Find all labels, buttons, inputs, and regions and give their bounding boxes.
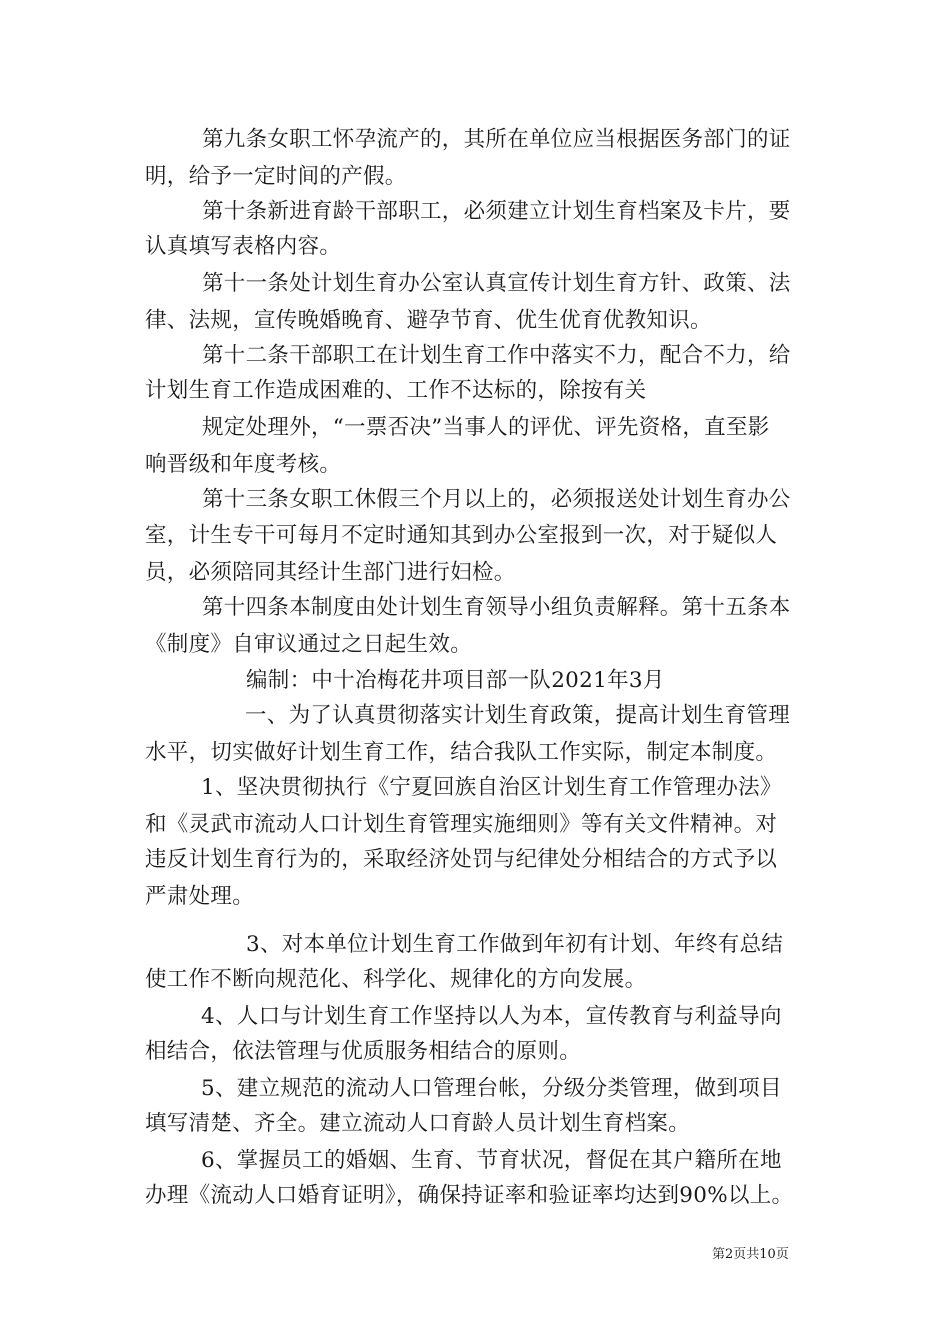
text-line: 第十一条处计划生育办公室认真宣传计划生育方针、政策、法 — [202, 271, 791, 296]
text-line: 《制度》自审议通过之日起生效。 — [145, 632, 473, 657]
text-line: 严肃处理。 — [145, 884, 255, 909]
text-line: 和《灵武市流动人口计划生育管理实施细则》等有关文件精神。对 — [145, 812, 778, 837]
text-line: 一、为了认真贯彻落实计划生育政策，提高计划生育管理 — [245, 703, 791, 728]
text-line: 填写清楚、齐全。建立流动人口育龄人员计划生育档案。 — [145, 1111, 691, 1136]
text-line: 第十二条干部职工在计划生育工作中落实不力，配合不力，给 — [202, 343, 791, 368]
text-line: 1、坚决贯彻执行《宁夏回族自治区计划生育工作管理办法》 — [201, 775, 782, 800]
text-line: 3、对本单位计划生育工作做到年初有计划、年终有总结 — [246, 932, 784, 957]
text-line: 办理《流动人口婚育证明》，确保持证率和验证率均达到90%以上。 — [145, 1183, 794, 1208]
text-line: 4、人口与计划生育工作坚持以人为本，宣传教育与利益导向 — [201, 1004, 782, 1029]
text-line: 第十四条本制度由处计划生育领导小组负责解释。第十五条本 — [202, 595, 791, 620]
text-line: 规定处理外，“一票否决”当事人的评优、评先资格，直至影 — [202, 415, 770, 440]
text-line: 律、法规，宣传晚婚晚育、避孕节育、优生优育优教知识。 — [145, 308, 712, 333]
text-line: 计划生育工作造成困难的、工作不达标的，除按有关 — [145, 378, 647, 403]
page-number: 第2页共10页 — [712, 1247, 789, 1262]
text-line: 违反计划生育行为的，采取经济处罚与纪律处分相结合的方式予以 — [145, 847, 778, 872]
text-line: 第十条新进育龄干部职工，必须建立计划生育档案及卡片，要 — [202, 199, 791, 224]
text-line: 认真填写表格内容。 — [145, 234, 342, 259]
text-line: 水平，切实做好计划生育工作，结合我队工作实际，制定本制度。 — [145, 740, 778, 765]
text-line: 相结合，依法管理与优质服务相结合的原则。 — [145, 1039, 582, 1064]
text-line: 响晋级和年度考核。 — [145, 452, 342, 477]
text-line: 明，给予一定时间的产假。 — [145, 164, 407, 189]
text-line: 室，计生专干可每月不定时通知其到办公室报到一次，对于疑似人 — [145, 523, 778, 548]
text-line: 6、掌握员工的婚姻、生育、节育状况，督促在其户籍所在地 — [201, 1148, 782, 1173]
text-line: 5、建立规范的流动人口管理台帐，分级分类管理，做到项目 — [201, 1076, 782, 1101]
text-line: 第十三条女职工休假三个月以上的，必须报送处计划生育办公 — [202, 487, 791, 512]
text-line: 第九条女职工怀孕流产的，其所在单位应当根据医务部门的证 — [202, 127, 791, 152]
text-line: 员，必须陪同其经计生部门进行妇检。 — [145, 560, 516, 585]
compiler-line: 编制：中十冶梅花井项目部一队2021年3月 — [246, 668, 665, 693]
text-line: 使工作不断向规范化、科学化、规律化的方向发展。 — [145, 967, 647, 992]
